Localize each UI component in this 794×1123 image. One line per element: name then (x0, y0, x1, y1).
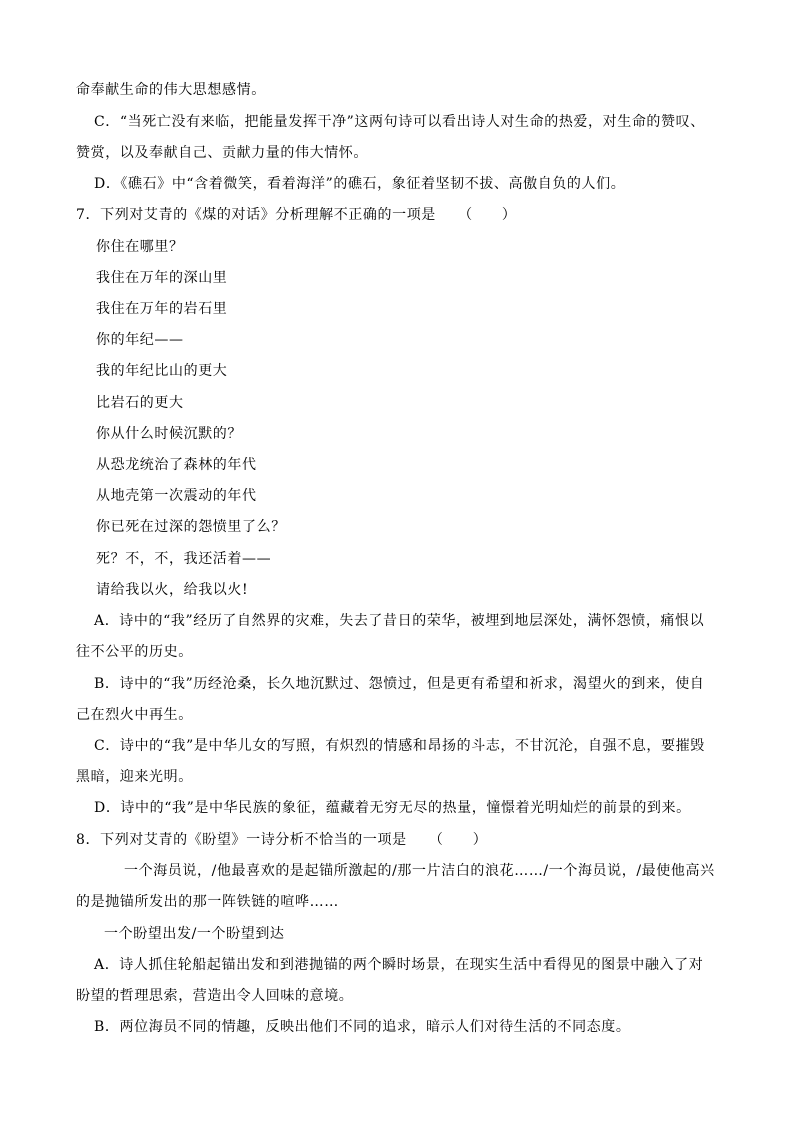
q7-stem: 7．下列对艾青的《煤的对话》分析理解不正确的一项是 （ ） (76, 207, 517, 223)
q7-poem-line: 死？不，不，我还活着—— (96, 551, 272, 567)
q8-option-b: B．两位海员不同的情趣，反映出他们不同的追求，暗示人们对待生活的不同态度。 (94, 1019, 631, 1035)
q6-option-c-line1: C．“当死亡没有来临，把能量发挥干净”这两句诗可以看出诗人对生命的热爱，对生命的赞叹、 (94, 114, 705, 130)
q7-poem-line: 从恐龙统治了森林的年代 (96, 457, 257, 473)
q7-option-b-line2: 己在烈火中再生。 (76, 707, 193, 723)
q8-excerpt-line1: 一个海员说，/他最喜欢的是起锚所激起的/那一片洁白的浪花……/一个海员说，/最使他高兴 (124, 863, 715, 879)
q8-excerpt-line2: 的是抛锚所发出的那一阵铁链的喧哗…… (76, 894, 339, 910)
q7-option-d: D．诗中的“我”是中华民族的象征，蕴藏着无穷无尽的热量，憧憬着光明灿烂的前景的到来。 (94, 800, 691, 816)
q7-option-c-line2: 黑暗，迎来光明。 (76, 769, 193, 785)
q7-option-a-line1: A．诗中的“我”经历了自然界的灾难，失去了昔日的荣华，被埋到地层深处，满怀怨愤，痛恨以 (94, 613, 705, 629)
q7-poem-line: 请给我以火，给我以火! (96, 582, 249, 598)
q7-poem-line: 从地壳第一次震动的年代 (96, 488, 257, 504)
q7-poem-line: 我的年纪比山的更大 (96, 363, 228, 379)
q7-option-a-line2: 往不公平的历史。 (76, 644, 193, 660)
q6-continuation: 命奉献生命的伟大思想感情。 (76, 82, 266, 98)
q8-option-a-line2: 盼望的哲理思索，营造出令人回味的意境。 (76, 988, 354, 1004)
q7-poem-line: 你的年纪—— (96, 332, 184, 348)
q8-stem: 8．下列对艾青的《盼望》一诗分析不恰当的一项是 （ ） (76, 832, 488, 848)
q7-poem-line: 比岩石的更大 (96, 395, 184, 411)
q7-option-c-line1: C．诗中的“我”是中华儿女的写照，有炽烈的情感和昂扬的斗志，不甘沉沦，自强不息，要摧毁 (94, 738, 705, 754)
q7-option-b-line1: B．诗中的“我”历经沧桑，长久地沉默过、怨愤过，但是更有希望和祈求，渴望火的到来，使自 (94, 676, 705, 692)
q7-poem-line: 你住在哪里？ (96, 239, 184, 255)
q6-option-c-line2: 赞赏，以及奉献自己、贡献力量的伟大情怀。 (76, 145, 368, 161)
q6-option-d: D．《礁石》中“含着微笑，看着海洋”的礁石，象征着坚韧不拔、高傲自负的人们。 (94, 176, 626, 192)
q7-poem-line: 我住在万年的岩石里 (96, 301, 228, 317)
q8-option-a-line1: A．诗人抓住轮船起锚出发和到港抛锚的两个瞬时场景，在现实生活中看得见的图景中融入了对 (94, 957, 704, 973)
q7-poem-line: 你从什么时候沉默的？ (96, 426, 242, 442)
q7-poem-line: 我住在万年的深山里 (96, 270, 228, 286)
q7-poem-line: 你已死在过深的怨愤里了么？ (96, 519, 286, 535)
q8-excerpt-line3: 一个盼望出发/一个盼望到达 (104, 926, 285, 942)
